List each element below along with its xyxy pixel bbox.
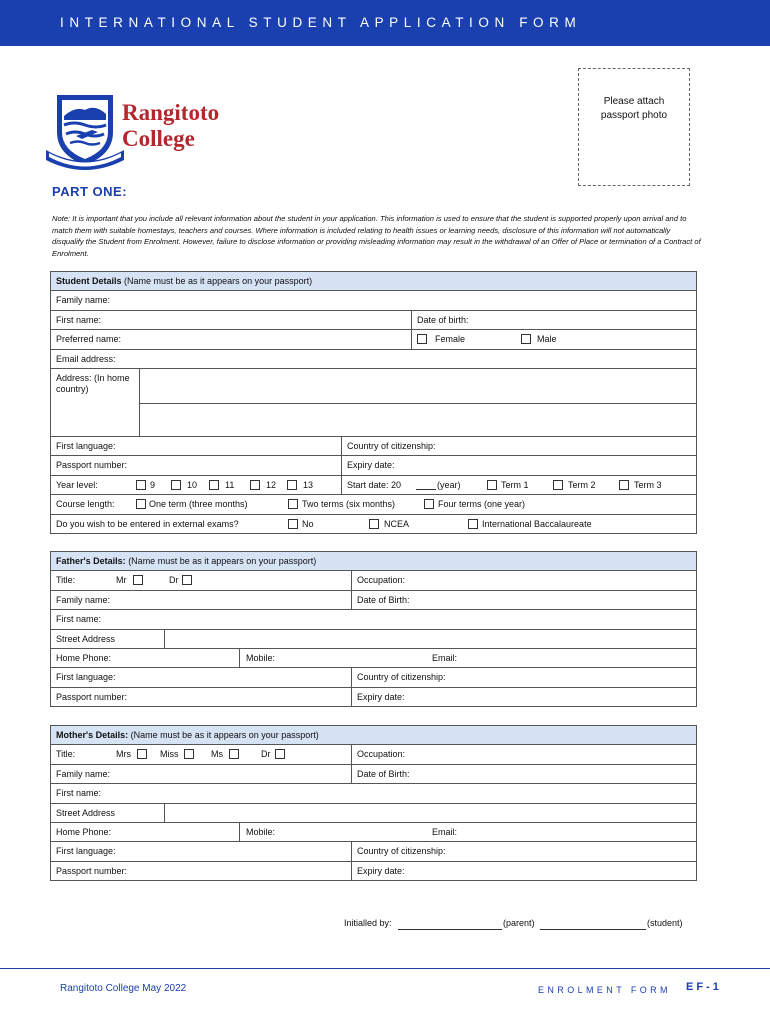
application-note: Note: It is important that you include all relevant information about the student in your application. This information is used to ensure that the student is supported properly upon arrival and to match them with suitable homestays, teachers and courses. Where information is included relating to health issues or learning needs, disclosure of this information will not automatically disqualify the Student from Enrolment. However, failure to disclose information or providing misleading information may result in the withdrawal of an Offer of Place or termination of a Contract of Enrolment.	[52, 214, 701, 258]
passport-photo-box[interactable]	[578, 68, 690, 186]
student-language-row[interactable]: First language: Country of citizenship:	[51, 437, 696, 456]
father-language-row[interactable]: First language: Country of citizenship:	[51, 668, 696, 687]
mother-family-name-row[interactable]: Family name: Date of Birth:	[51, 765, 696, 784]
father-details-header: Father's Details: (Name must be as it appears on your passport)	[51, 552, 696, 571]
parent-label: (parent)	[503, 918, 535, 928]
term-3-checkbox[interactable]	[619, 480, 629, 490]
student-first-name-row[interactable]: First name: Date of birth:	[51, 311, 696, 330]
four-terms-checkbox[interactable]	[424, 499, 434, 509]
parent-initial-line[interactable]	[398, 929, 502, 930]
footer-divider	[0, 968, 770, 969]
photo-instruction: Please attach passport photo	[600, 96, 668, 121]
father-title-row[interactable]: Title: Mr Dr Occupation:	[51, 571, 696, 590]
year-12-checkbox[interactable]	[250, 480, 260, 490]
ib-checkbox[interactable]	[468, 519, 478, 529]
mother-miss-checkbox[interactable]	[184, 749, 194, 759]
father-mr-checkbox[interactable]	[133, 575, 143, 585]
father-dr-checkbox[interactable]	[182, 575, 192, 585]
father-family-name-row[interactable]: Family name: Date of Birth:	[51, 591, 696, 610]
top-banner	[0, 0, 770, 46]
student-course-length-row[interactable]: Course length: One term (three months) Two terms (six months) Four terms (one year)	[51, 495, 696, 514]
ncea-checkbox[interactable]	[369, 519, 379, 529]
mother-phone-row[interactable]: Home Phone: Mobile: Email:	[51, 823, 696, 842]
footer-form-code: EF-1	[686, 981, 722, 993]
mother-details-header: Mother's Details: (Name must be as it appears on your passport)	[51, 726, 696, 745]
mother-details-section	[50, 725, 697, 881]
mother-title-row[interactable]: Title: Mrs Miss Ms Dr Occupation:	[51, 745, 696, 764]
term-2-checkbox[interactable]	[553, 480, 563, 490]
year-9-checkbox[interactable]	[136, 480, 146, 490]
father-street-row[interactable]: Street Address	[51, 630, 696, 649]
student-exams-row[interactable]: Do you wish to be entered in external exams? No NCEA International Baccalaureate	[51, 515, 696, 534]
student-preferred-name-row[interactable]: Preferred name: Female Male	[51, 330, 696, 349]
student-details-section	[50, 271, 697, 534]
part-title: PART ONE:	[52, 184, 128, 199]
female-checkbox[interactable]	[417, 334, 427, 344]
one-term-checkbox[interactable]	[136, 499, 146, 509]
term-1-checkbox[interactable]	[487, 480, 497, 490]
college-name: Rangitoto College	[122, 100, 220, 151]
student-family-name-row[interactable]: Family name:	[51, 291, 696, 310]
year-13-checkbox[interactable]	[287, 480, 297, 490]
year-11-checkbox[interactable]	[209, 480, 219, 490]
student-address-row[interactable]: Address: (In home country)	[51, 369, 696, 437]
student-initial-line[interactable]	[540, 929, 646, 930]
student-year-level-row[interactable]: Year level: 9 10 11 12 13 Start date: 20 (year) Term 1 Term 2 Term 3	[51, 476, 696, 495]
student-details-header: Student Details (Name must be as it appears on your passport)	[51, 272, 696, 291]
father-details-section	[50, 551, 697, 707]
father-phone-row[interactable]: Home Phone: Mobile: Email:	[51, 649, 696, 668]
initialled-by-label: Initialled by:	[344, 918, 392, 928]
student-label: (student)	[647, 918, 683, 928]
exams-no-checkbox[interactable]	[288, 519, 298, 529]
footer-form-name: ENROLMENT FORM	[538, 985, 671, 995]
student-passport-row[interactable]: Passport number: Expiry date:	[51, 456, 696, 475]
male-checkbox[interactable]	[521, 334, 531, 344]
mother-passport-row[interactable]: Passport number: Expiry date:	[51, 862, 696, 881]
footer-college-date: Rangitoto College May 2022	[60, 983, 187, 994]
mother-mrs-checkbox[interactable]	[137, 749, 147, 759]
two-terms-checkbox[interactable]	[288, 499, 298, 509]
mother-first-name-row[interactable]: First name:	[51, 784, 696, 803]
year-10-checkbox[interactable]	[171, 480, 181, 490]
father-first-name-row[interactable]: First name:	[51, 610, 696, 629]
form-title: INTERNATIONAL STUDENT APPLICATION FORM	[60, 15, 582, 30]
mother-language-row[interactable]: First language: Country of citizenship:	[51, 842, 696, 861]
student-email-row[interactable]: Email address:	[51, 350, 696, 369]
mother-street-row[interactable]: Street Address	[51, 804, 696, 823]
mother-ms-checkbox[interactable]	[229, 749, 239, 759]
father-passport-row[interactable]: Passport number: Expiry date:	[51, 688, 696, 707]
mother-dr-checkbox[interactable]	[275, 749, 285, 759]
